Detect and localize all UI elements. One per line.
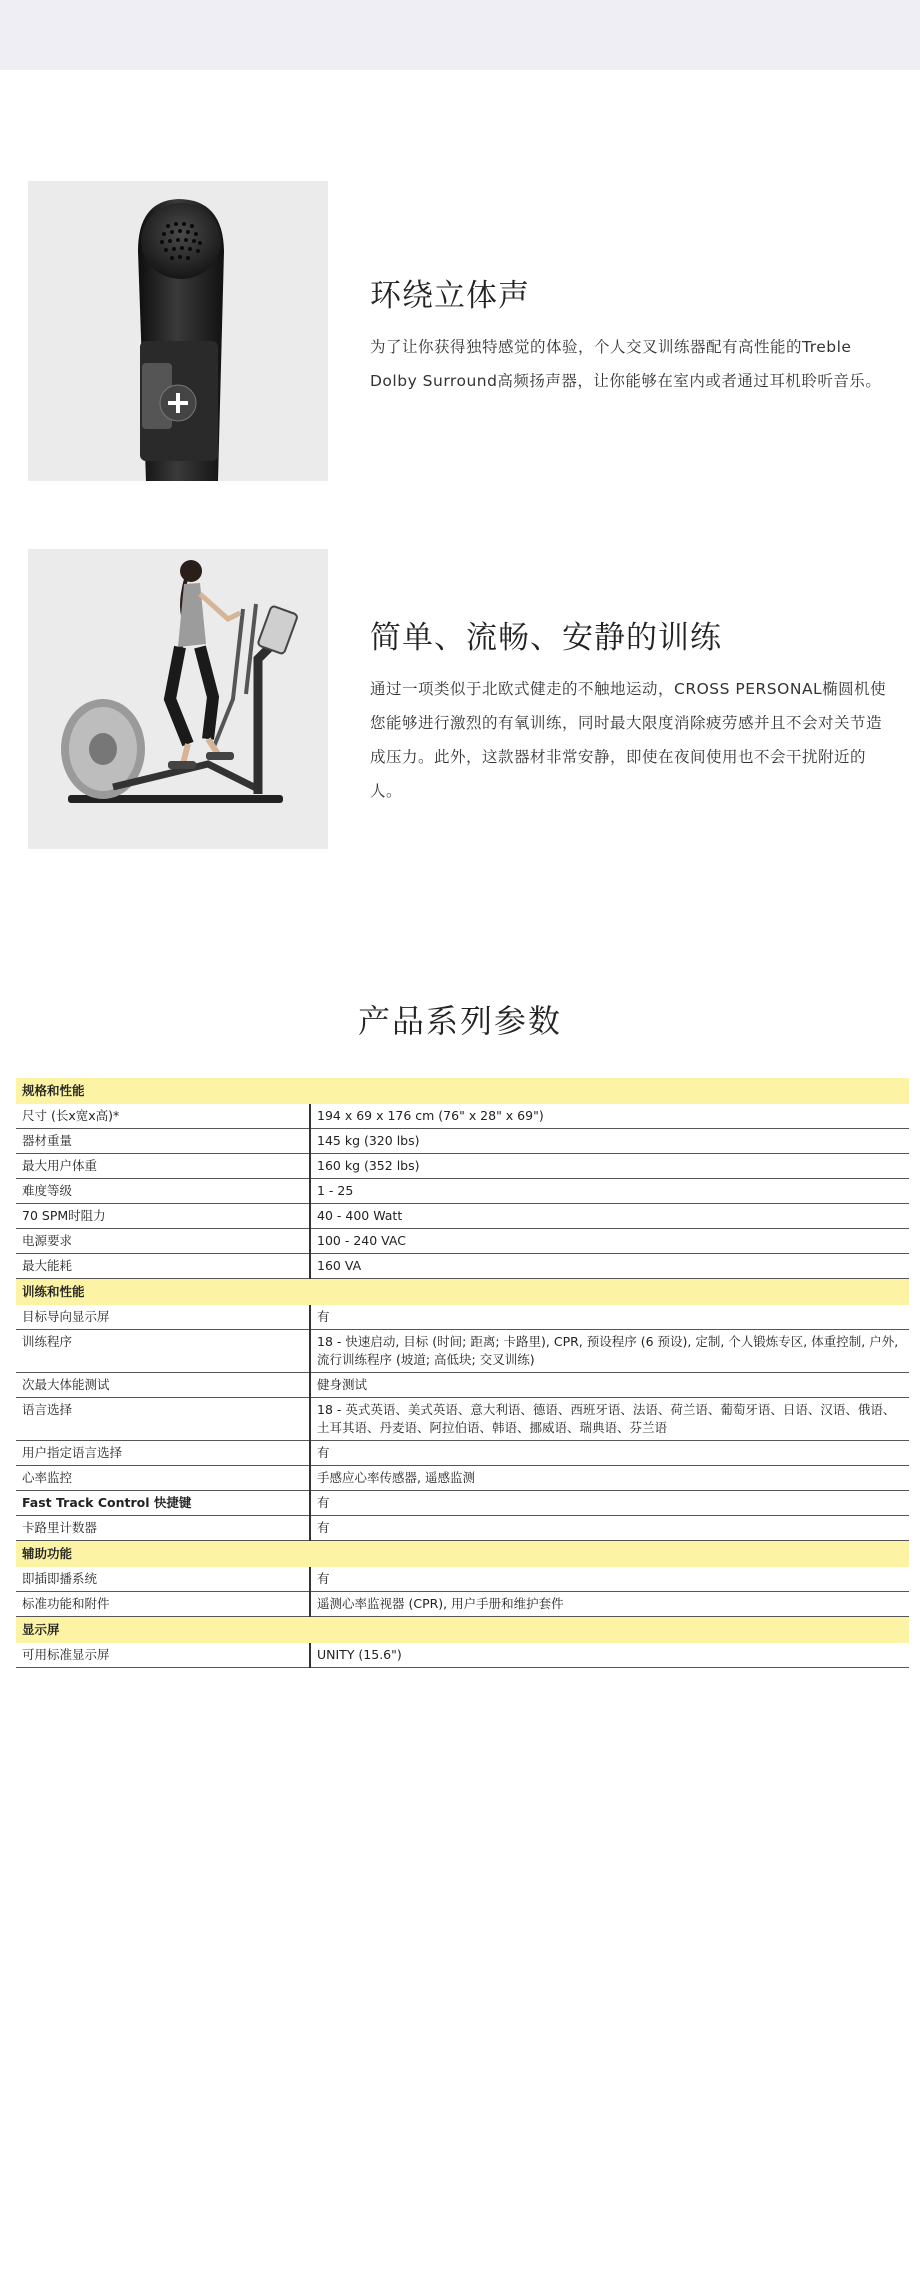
spec-label: 70 SPM时阻力 bbox=[16, 1204, 310, 1229]
spec-row bbox=[16, 1398, 909, 1441]
spec-label: 心率监控 bbox=[16, 1466, 310, 1491]
spec-row bbox=[16, 1154, 909, 1179]
speaker-remote-icon bbox=[28, 181, 328, 481]
spec-label: 次最大体能测试 bbox=[16, 1373, 310, 1398]
spec-label: 语言选择 bbox=[16, 1398, 310, 1441]
spec-value: 100 - 240 VAC bbox=[310, 1229, 909, 1254]
spec-label: 训练程序 bbox=[16, 1330, 310, 1373]
spec-label: 可用标准显示屏 bbox=[16, 1643, 310, 1668]
spec-value: 194 x 69 x 176 cm (76" x 28" x 69") bbox=[310, 1104, 909, 1129]
spec-label: 难度等级 bbox=[16, 1179, 310, 1204]
spec-value: 手感应心率传感器, 遥感监测 bbox=[310, 1466, 909, 1491]
spec-row bbox=[16, 1491, 909, 1516]
spec-value: 1 - 25 bbox=[310, 1179, 909, 1204]
spec-value: 健身测试 bbox=[310, 1373, 909, 1398]
spec-row bbox=[16, 1441, 909, 1466]
spec-row bbox=[16, 1466, 909, 1491]
spec-label: 卡路里计数器 bbox=[16, 1516, 310, 1541]
top-banner bbox=[0, 0, 920, 70]
spec-section-title: 产品系列参数 bbox=[357, 1002, 562, 1040]
spec-row bbox=[16, 1229, 909, 1254]
spec-section-header bbox=[16, 1078, 909, 1104]
elliptical-trainer-icon bbox=[28, 549, 328, 849]
spec-row bbox=[16, 1330, 909, 1373]
speaker-remote-image bbox=[28, 181, 328, 481]
spec-row bbox=[16, 1104, 909, 1129]
spec-row bbox=[16, 1516, 909, 1541]
feature-description: 为了让你获得独特感觉的体验，个人交叉训练器配有高性能的Treble Dolby Surround高频扬声器，让你能够在室内或者通过耳机聆听音乐。 bbox=[370, 338, 882, 390]
spec-value: 有 bbox=[310, 1441, 909, 1466]
spec-row bbox=[16, 1179, 909, 1204]
spec-label: 目标导向显示屏 bbox=[16, 1305, 310, 1330]
elliptical-trainer-image bbox=[28, 549, 328, 849]
spec-row bbox=[16, 1305, 909, 1330]
spec-section-label: 显示屏 bbox=[16, 1617, 909, 1644]
spec-section-header bbox=[16, 1541, 909, 1568]
spec-label: Fast Track Control 快捷键 bbox=[16, 1491, 310, 1516]
spec-section-header bbox=[16, 1279, 909, 1306]
feature-title: 环绕立体声 bbox=[370, 278, 530, 314]
spec-section-label: 训练和性能 bbox=[16, 1279, 909, 1306]
spec-value: 40 - 400 Watt bbox=[310, 1204, 909, 1229]
spec-value: 160 kg (352 lbs) bbox=[310, 1154, 909, 1179]
feature-description: 通过一项类似于北欧式健走的不触地运动，CROSS PERSONAL椭圆机使您能够进行激烈的有氧训练，同时最大限度消除疲劳感并且不会对关节造成压力。此外，这款器材非常安静，即使在夜间使用也不会干扰附近的人。 bbox=[370, 680, 887, 800]
feature-surround-sound bbox=[370, 276, 890, 398]
spec-value: 18 - 英式英语、美式英语、意大利语、德语、西班牙语、法语、荷兰语、葡萄牙语、日语、汉语、俄语、土耳其语、丹麦语、阿拉伯语、韩语、挪威语、瑞典语、芬兰语 bbox=[310, 1398, 909, 1441]
spec-row bbox=[16, 1373, 909, 1398]
spec-value: 18 - 快速启动, 目标 (时间; 距离; 卡路里), CPR, 预设程序 (6 预设), 定制, 个人锻炼专区, 体重控制, 户外, 流行训练程序 (坡道; 高低块; 交叉训练) bbox=[310, 1330, 909, 1373]
spec-row bbox=[16, 1567, 909, 1592]
spec-row bbox=[16, 1643, 909, 1668]
feature-title: 简单、流畅、安静的训练 bbox=[370, 620, 722, 656]
spec-label: 最大能耗 bbox=[16, 1254, 310, 1279]
spec-row bbox=[16, 1204, 909, 1229]
spec-section-label: 辅助功能 bbox=[16, 1541, 909, 1568]
spec-label: 标准功能和附件 bbox=[16, 1592, 310, 1617]
spec-label: 最大用户体重 bbox=[16, 1154, 310, 1179]
spec-label: 即插即播系统 bbox=[16, 1567, 310, 1592]
spec-section-label: 规格和性能 bbox=[16, 1078, 909, 1104]
spec-label: 尺寸 (长x宽x高)* bbox=[16, 1104, 310, 1129]
spec-value: 有 bbox=[310, 1516, 909, 1541]
spec-value: 有 bbox=[310, 1491, 909, 1516]
spec-section-header bbox=[16, 1617, 909, 1644]
feature-quiet-training bbox=[370, 618, 890, 808]
spec-value: 有 bbox=[310, 1305, 909, 1330]
spec-table bbox=[16, 1078, 909, 1668]
spec-row bbox=[16, 1592, 909, 1617]
spec-label: 电源要求 bbox=[16, 1229, 310, 1254]
spec-label: 器材重量 bbox=[16, 1129, 310, 1154]
spec-value: UNITY (15.6") bbox=[310, 1643, 909, 1668]
spec-row bbox=[16, 1129, 909, 1154]
spec-value: 有 bbox=[310, 1567, 909, 1592]
spec-label: 用户指定语言选择 bbox=[16, 1441, 310, 1466]
spec-value: 遥测心率监视器 (CPR), 用户手册和维护套件 bbox=[310, 1592, 909, 1617]
spec-value: 160 VA bbox=[310, 1254, 909, 1279]
spec-row bbox=[16, 1254, 909, 1279]
spec-value: 145 kg (320 lbs) bbox=[310, 1129, 909, 1154]
